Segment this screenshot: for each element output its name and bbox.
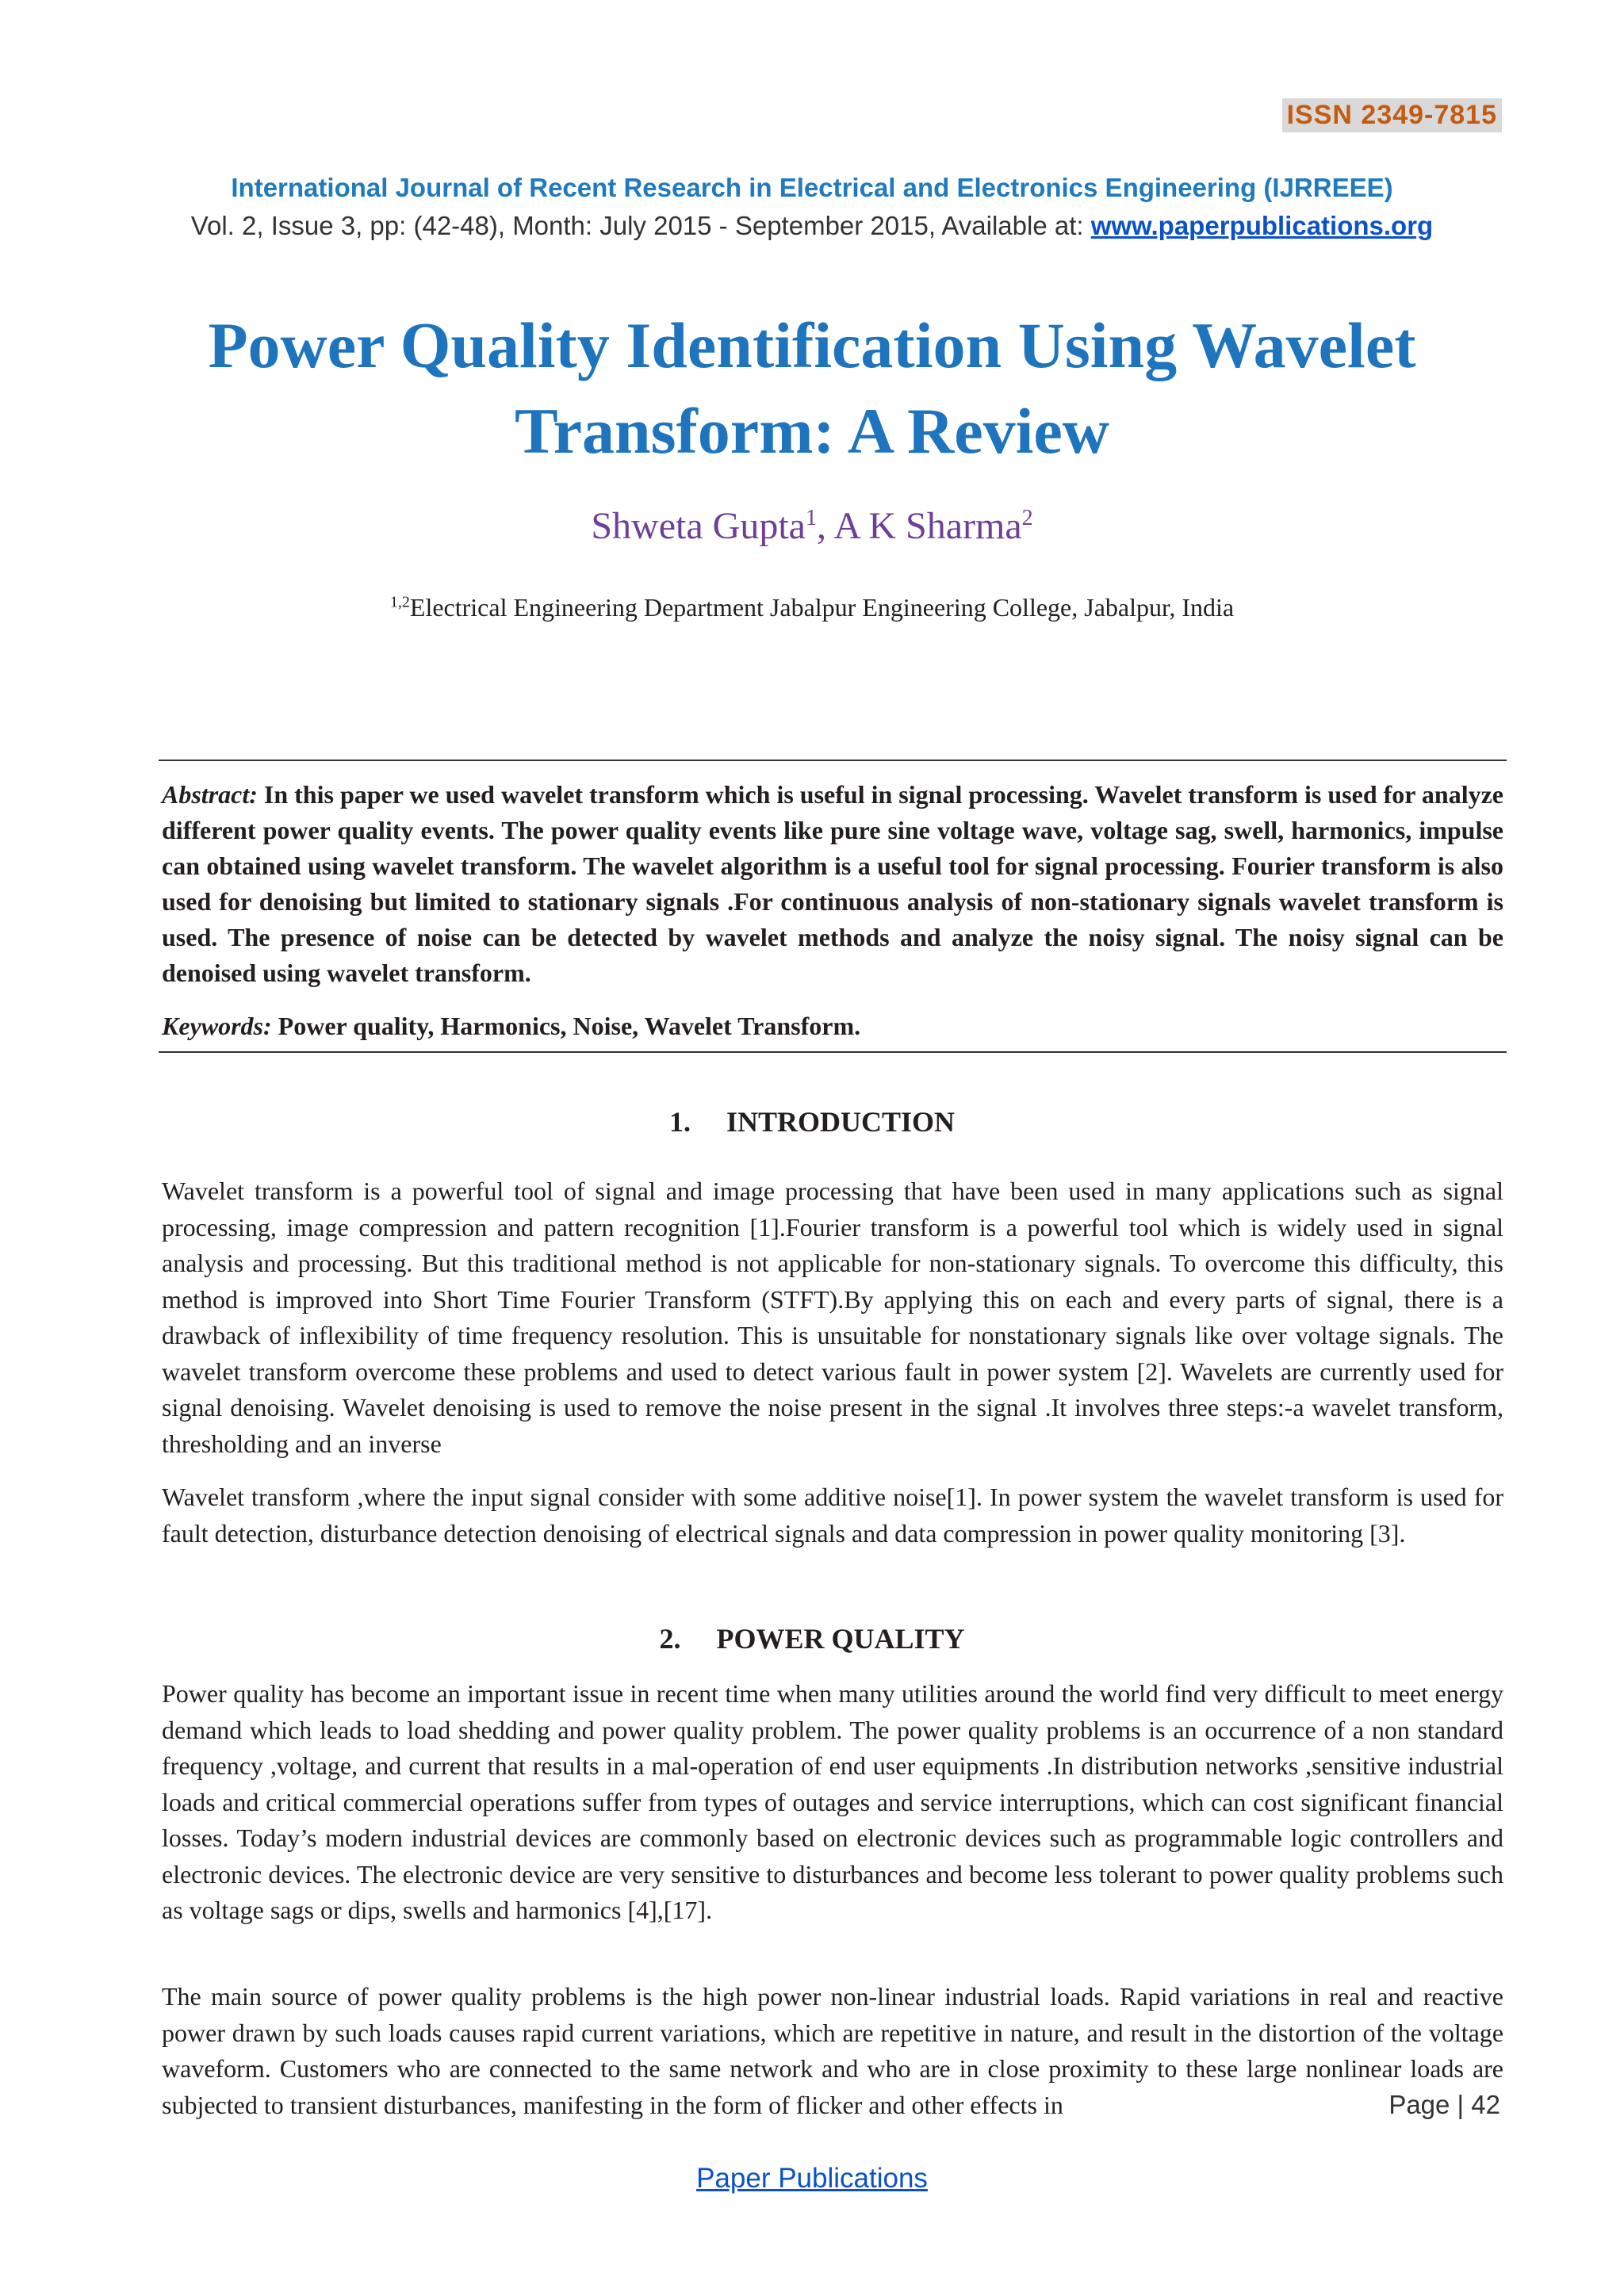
author-name: A K Sharma: [833, 505, 1022, 547]
abstract-top-rule: [159, 760, 1507, 761]
author-separator: ,: [816, 505, 834, 547]
author-affiliation-mark: 2: [1021, 506, 1033, 530]
introduction-paragraph-2: Wavelet transform ,where the input signal consider with some additive noise[1]. In power system the wavelet transform is used for fault detection, disturbance detection denoising of electrical signals and data compression in power quality monitoring [3].: [162, 1483, 1503, 1548]
introduction-paragraph-1: Wavelet transform is a powerful tool of signal and image processing that have been used in many applications such as signal processing, image compression and pattern recognition [1].Fourier transform is a powerful tool which is widely used in signal analysis and processing. But this traditional method is not applicable for non-stationary signals. To overcome this difficulty, this method is improved into Short Time Fourier Transform (STFT).By applying this on each and every parts of signal, there is a drawback of inflexibility of time frequency resolution. This is unsuitable for nonstationary signals like over voltage signals. The wavelet transform overcome these problems and used to detect various fault in power system [2]. Wavelets are currently used for signal denoising. Wavelet denoising is used to remove the noise present in the signal .It involves three steps:-a wavelet transform, thresholding and an inverse: [162, 1177, 1503, 1458]
keywords: [162, 1008, 1503, 1044]
journal-name: International Journal of Recent Research in Electrical and Electronics Engineering (IJRREEE): [231, 173, 1393, 202]
affiliation-mark: 1,2: [389, 593, 410, 611]
paper-title: Power Quality Identification Using Wavelet Transform: A Review: [208, 309, 1416, 467]
abstract-text: In this paper we used wavelet transform which is useful in signal processing. Wavelet transform is used for analyze different power quality events. The power quality events like pure sine voltage wave, voltage sag, swell, harmonics, impulse can obtained using wavelet transform. The wavelet algorithm is a useful tool for signal processing. Fourier transform is also used for denoising but limited to stationary signals .For continuous analysis of non-stationary signals wavelet transform is used. The presence of noise can be detected by wavelet methods and analyze the noisy signal. The noisy signal can be denoised using wavelet transform.: [162, 780, 1503, 987]
affiliation: [0, 593, 1624, 622]
journal-volume-info: [0, 211, 1624, 241]
author-affiliation-mark: 1: [805, 506, 817, 530]
power-quality-paragraph-2: The main source of power quality problems is the high power non-linear industrial loads. Rapid variations in real and reactive power drawn by such loads causes rapid current variations, which are repetitive in nature, and result in the distortion of the voltage waveform. Customers who are connected to the same network and who are in close proximity to these large nonlinear loads are subjected to transient disturbances, manifesting in the form of flicker and other effects in: [162, 1982, 1503, 2119]
keywords-text: Power quality, Harmonics, Noise, Wavelet Transform.: [271, 1012, 861, 1040]
keywords-label: Keywords:: [162, 1012, 272, 1040]
section-heading-introduction: 1. INTRODUCTION: [668, 1106, 956, 1138]
author-name: Shweta Gupta: [591, 505, 806, 547]
author-list: [0, 504, 1624, 548]
affiliation-text: Electrical Engineering Department Jabalpur Engineering College, Jabalpur, India: [409, 593, 1235, 622]
abstract: [162, 777, 1503, 991]
volume-text: Vol. 2, Issue 3, pp: (42-48), Month: July 2015 - September 2015, Available at:: [190, 211, 1091, 240]
page-number: Page | 42: [1388, 2090, 1500, 2119]
journal-website-link[interactable]: www.paperpublications.org: [1090, 211, 1434, 240]
abstract-label: Abstract:: [162, 780, 258, 809]
abstract-bottom-rule: [159, 1051, 1507, 1053]
power-quality-paragraph-1: Power quality has become an important issue in recent time when many utilities around the world find very difficult to meet energy demand which leads to load shedding and power quality problem. The power quality problems is an occurrence of a non standard frequency ,voltage, and current that results in a mal-operation of end user equipments .In distribution networks ,sensitive industrial loads and critical commercial operations suffer from types of outages and service interruptions, which can cost significant financial losses. Today’s modern industrial devices are commonly based on electronic devices such as programmable logic controllers and electronic devices. The electronic device are very sensitive to disturbances and become less tolerant to power quality problems such as voltage sags or dips, swells and harmonics [4],[17].: [162, 1679, 1503, 1924]
publisher-link[interactable]: Paper Publications: [696, 2163, 928, 2194]
section-heading-power-quality: 2. POWER QUALITY: [659, 1623, 965, 1655]
issn-badge: ISSN 2349-7815: [1282, 98, 1502, 132]
